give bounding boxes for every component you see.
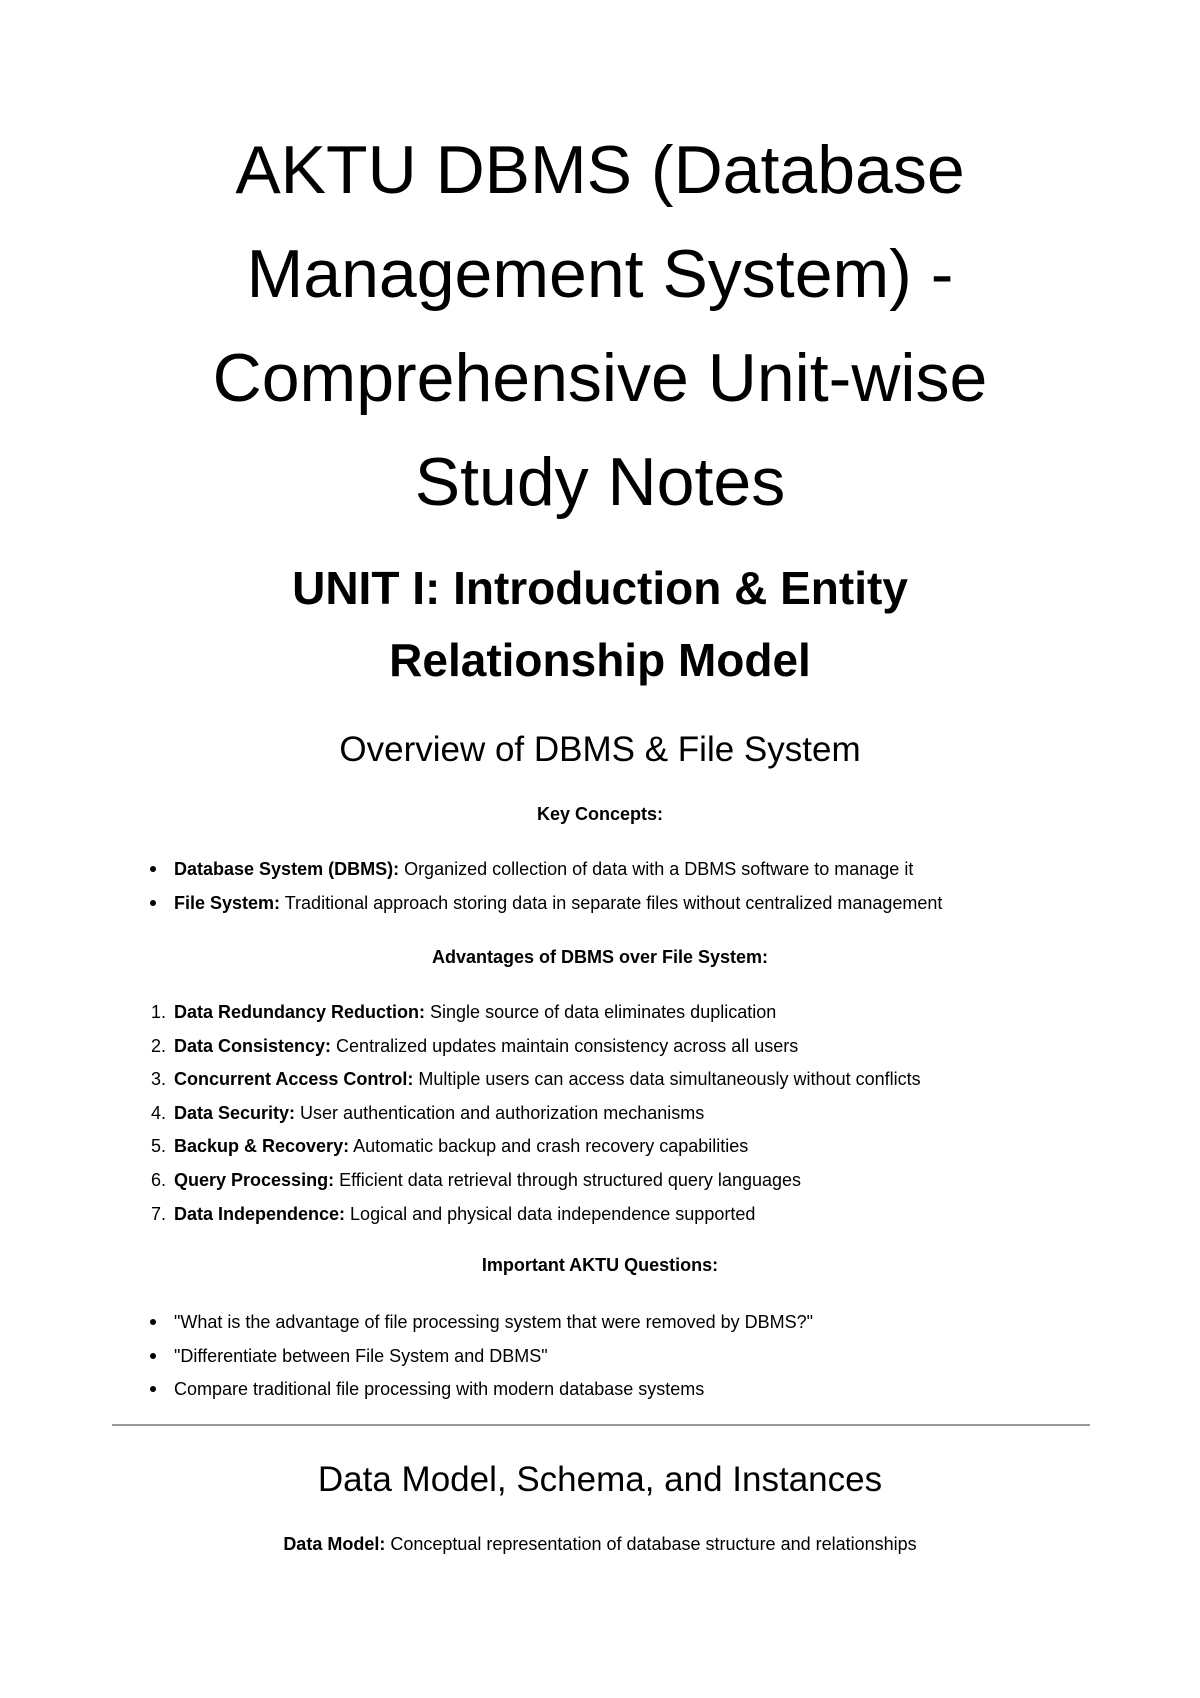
description: Single source of data eliminates duplication xyxy=(425,1002,777,1022)
item-number: 5. xyxy=(150,1136,166,1157)
description: Conceptual representation of database structure and relationships xyxy=(385,1534,917,1554)
data-model-definition xyxy=(100,1532,1100,1556)
description: Traditional approach storing data in separate files without centralized management xyxy=(280,892,943,913)
bullet-icon xyxy=(150,1319,156,1325)
item-number: 1. xyxy=(150,1002,166,1022)
term: File System: xyxy=(174,892,281,913)
term: Data Model: xyxy=(283,1534,386,1554)
questions-label: Important AKTU Questions: xyxy=(481,1255,719,1275)
description: Multiple users can access data simultaneously without conflicts xyxy=(413,1069,921,1090)
unit-heading: UNIT I: Introduction & Entity Relationship Model xyxy=(292,562,908,686)
description: Automatic backup and crash recovery capabilities xyxy=(349,1136,749,1157)
term: Concurrent Access Control: xyxy=(174,1069,414,1090)
term: Database System (DBMS): xyxy=(174,859,400,879)
key-concepts-label: Key Concepts: xyxy=(536,804,664,824)
item-number: 2. xyxy=(150,1035,166,1056)
document-title: AKTU DBMS (Database Management System) - Comprehensive Unit-wise Study Notes xyxy=(212,132,988,520)
bullet-icon xyxy=(150,900,156,906)
description: Centralized updates maintain consistency across all users xyxy=(331,1035,799,1056)
item-number: 7. xyxy=(150,1203,166,1224)
question-text: "What is the advantage of file processing system that were removed by DBMS?" xyxy=(174,1312,814,1332)
term: Data Redundancy Reduction: xyxy=(174,1002,426,1022)
term: Data Security: xyxy=(174,1102,296,1123)
description: Logical and physical data independence supported xyxy=(345,1203,756,1224)
description: User authentication and authorization mechanisms xyxy=(295,1102,705,1123)
bullet-icon xyxy=(150,866,156,872)
term: Backup & Recovery: xyxy=(174,1136,350,1157)
term: Data Consistency: xyxy=(174,1035,332,1056)
item-number: 6. xyxy=(150,1169,166,1190)
description: Efficient data retrieval through structured query languages xyxy=(334,1169,802,1190)
description: Organized collection of data with a DBMS software to manage it xyxy=(399,859,914,879)
item-number: 3. xyxy=(150,1069,166,1090)
item-number: 4. xyxy=(150,1102,166,1123)
term: Query Processing: xyxy=(174,1169,335,1190)
bullet-icon xyxy=(150,1386,156,1392)
horizontal-divider xyxy=(112,1424,1090,1426)
term: Data Independence: xyxy=(174,1203,346,1224)
advantages-label: Advantages of DBMS over File System: xyxy=(431,947,769,967)
question-text: Compare traditional file processing with modern database systems xyxy=(174,1379,705,1400)
question-text: "Differentiate between File System and DBMS" xyxy=(174,1345,548,1366)
bullet-icon xyxy=(150,1353,156,1359)
section-heading-data-model: Data Model, Schema, and Instances xyxy=(317,1460,883,1499)
section-heading-overview: Overview of DBMS & File System xyxy=(339,730,861,769)
